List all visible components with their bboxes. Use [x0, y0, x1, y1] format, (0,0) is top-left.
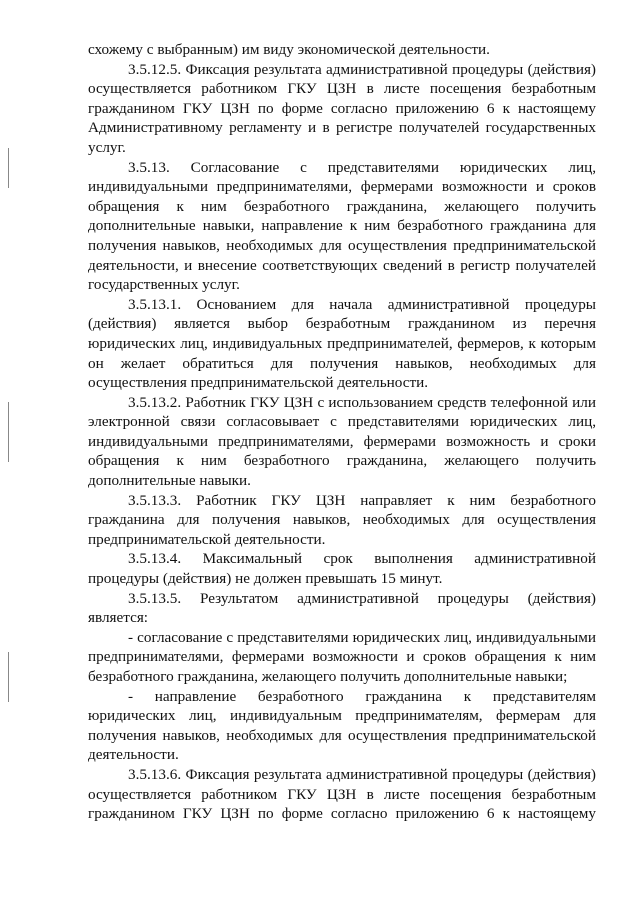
scan-edge-mark [8, 148, 9, 188]
paragraph-continuation: схожему с выбранным) им виду экономической деятельности. [88, 41, 490, 58]
paragraph-3-5-13-4: 3.5.13.4. Максимальный срок выполнения административной процедуры (действия) не должен превышать 15 минут. [88, 550, 596, 588]
document-page [88, 40, 596, 824]
list-item-referral: - направление безработного гражданина к представителям юридических лиц, индивидуальным предпринимателям, фермерам для получения навыков, необходимых для осуществления предпринимательской деятельности. [88, 687, 596, 764]
paragraph-3-5-13: 3.5.13. Согласование с представителями юридических лиц, индивидуальными предпринимателями, фермерами возможности и сроков обращения к ним безработного гражданина, желающего получить дополнительные навыки, направление к ним безработного гражданина для получения навыков, необходимых для осуществления предпринимательской деятельности, и внесение соответствующих сведений в регистр получателей государственных услуг. [88, 158, 596, 294]
paragraph-3-5-13-6: 3.5.13.6. Фиксация результата административной процедуры (действия) осуществляется работником ГКУ ЦЗН в листе посещения безработным гражданином ГКУ ЦЗН по форме согласно приложению 6 к настоящему [88, 765, 596, 823]
paragraph-3-5-13-2: 3.5.13.2. Работник ГКУ ЦЗН с использованием средств телефонной или электронной связи согласовывает с представителями юридических лиц, индивидуальными предпринимателями, фермерами возможность и сроки обращения к ним безработного гражданина, желающего получить дополнительные навыки. [88, 393, 596, 490]
paragraph-3-5-13-5: 3.5.13.5. Результатом административной процедуры (действия) является: [88, 589, 596, 627]
paragraph-3-5-12-5: 3.5.12.5. Фиксация результата административной процедуры (действия) осуществляется работником ГКУ ЦЗН в листе посещения безработным гражданином ГКУ ЦЗН по форме согласно приложению 6 к настоящему Административному регламенту и в регистре получателей государственных услуг. [88, 60, 596, 156]
paragraph-3-5-13-1: 3.5.13.1. Основанием для начала административной процедуры (действия) является выбор безработным гражданином из перечня юридических лиц, индивидуальных предпринимателей, фермеров, к которым он желает обратиться для получения навыков, необходимых для осуществления предпринимательской деятельности. [88, 295, 596, 392]
list-item-agreement: - согласование с представителями юридических лиц, индивидуальными предпринимателями, фермерами возможности и сроков обращения к ним безработного гражданина, желающего получить дополнительные навыки; [88, 628, 596, 685]
scan-edge-mark [8, 652, 9, 702]
paragraph-3-5-13-3: 3.5.13.3. Работник ГКУ ЦЗН направляет к ним безработного гражданина для получения навыков, необходимых для осуществления предпринимательской деятельности. [88, 491, 596, 548]
scan-edge-mark [8, 402, 9, 462]
